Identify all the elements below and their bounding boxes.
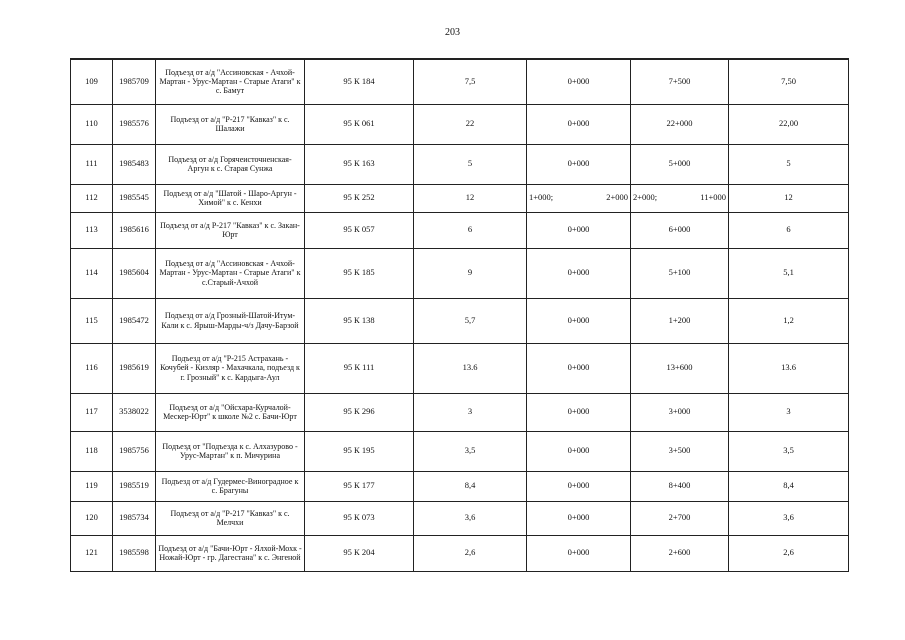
road-length-cell: 13.6 — [414, 343, 527, 393]
end-km-cell: 6+000 — [631, 212, 729, 248]
road-length-cell: 6 — [414, 212, 527, 248]
road-code-cell: 95 К 073 — [305, 501, 414, 535]
start-km-cell: 0+000 — [527, 144, 631, 184]
road-code-cell: 95 К 138 — [305, 298, 414, 343]
total-length-cell: 7,50 — [729, 59, 849, 104]
table-row — [71, 431, 849, 471]
road-id-cell: 3538022 — [113, 393, 156, 431]
road-code-cell: 95 К 111 — [305, 343, 414, 393]
road-id-cell: 1985576 — [113, 104, 156, 144]
road-id-cell: 1985709 — [113, 59, 156, 104]
row-number-cell: 115 — [71, 298, 113, 343]
road-code-cell: 95 К 061 — [305, 104, 414, 144]
table-row — [71, 144, 849, 184]
road-name-cell: Подъезд от а/д "Р-217 "Кавказ" к с. Шалажи — [156, 104, 305, 144]
end-km-values — [633, 193, 726, 203]
end-km-value: 11+000 — [700, 192, 726, 203]
road-code-cell: 95 К 057 — [305, 212, 414, 248]
table-row — [71, 212, 849, 248]
end-km-cell: 1+200 — [631, 298, 729, 343]
table-row — [71, 501, 849, 535]
total-length-cell: 22,00 — [729, 104, 849, 144]
road-id-cell: 1985619 — [113, 343, 156, 393]
roads-table — [70, 58, 849, 572]
road-name-cell: Подъезд от а/д Гудермес-Виноградное к с. Брагуны — [156, 471, 305, 501]
table-row — [71, 343, 849, 393]
road-name-cell: Подъезд от а/д "Бачи-Юрт - Ялхой-Мохк - Ножай-Юрт - гр. Дагестана" к с. Энгеной — [156, 535, 305, 571]
end-km-cell: 5+000 — [631, 144, 729, 184]
road-code-cell: 95 К 163 — [305, 144, 414, 184]
end-km-cell: 5+100 — [631, 248, 729, 298]
road-length-cell: 7,5 — [414, 59, 527, 104]
road-id-cell: 1985604 — [113, 248, 156, 298]
start-km-value: 1+000; — [529, 192, 554, 203]
row-number-cell: 117 — [71, 393, 113, 431]
total-length-cell: 2,6 — [729, 535, 849, 571]
road-length-cell: 3,5 — [414, 431, 527, 471]
start-km-value: 2+000 — [606, 192, 628, 203]
road-length-cell: 12 — [414, 184, 527, 212]
road-code-cell: 95 К 296 — [305, 393, 414, 431]
road-name-cell: Подъезд от а/д "Ойсхара-Курчалой-Мескер-Юрт" к школе №2 с. Бачи-Юрт — [156, 393, 305, 431]
end-km-cell: 22+000 — [631, 104, 729, 144]
row-number-cell: 113 — [71, 212, 113, 248]
road-id-cell: 1985598 — [113, 535, 156, 571]
total-length-cell: 1,2 — [729, 298, 849, 343]
road-code-cell: 95 К 195 — [305, 431, 414, 471]
start-km-cell: 0+000 — [527, 393, 631, 431]
road-length-cell: 22 — [414, 104, 527, 144]
total-length-cell: 5,1 — [729, 248, 849, 298]
total-length-cell: 3 — [729, 393, 849, 431]
row-number-cell: 112 — [71, 184, 113, 212]
total-length-cell: 8,4 — [729, 471, 849, 501]
total-length-cell: 6 — [729, 212, 849, 248]
road-length-cell: 5 — [414, 144, 527, 184]
end-km-cell — [631, 184, 729, 212]
end-km-cell: 7+500 — [631, 59, 729, 104]
table-row — [71, 298, 849, 343]
road-name-cell: Подъезд от а/д "Шатой - Шаро-Аргун - Химой" к с. Кенхи — [156, 184, 305, 212]
road-id-cell: 1985545 — [113, 184, 156, 212]
road-id-cell: 1985519 — [113, 471, 156, 501]
end-km-cell: 3+500 — [631, 431, 729, 471]
start-km-cell: 0+000 — [527, 431, 631, 471]
table-row — [71, 471, 849, 501]
row-number-cell: 118 — [71, 431, 113, 471]
road-id-cell: 1985734 — [113, 501, 156, 535]
start-km-cell: 0+000 — [527, 104, 631, 144]
total-length-cell: 3,5 — [729, 431, 849, 471]
road-name-cell: Подъезд от а/д "Р-217 "Кавказ" к с. Мелчхи — [156, 501, 305, 535]
table-row — [71, 59, 849, 104]
row-number-cell: 114 — [71, 248, 113, 298]
start-km-cell: 0+000 — [527, 59, 631, 104]
start-km-cell: 0+000 — [527, 298, 631, 343]
start-km-cell: 0+000 — [527, 248, 631, 298]
road-length-cell: 3 — [414, 393, 527, 431]
total-length-cell: 12 — [729, 184, 849, 212]
table-row — [71, 248, 849, 298]
road-id-cell: 1985616 — [113, 212, 156, 248]
end-km-cell: 2+700 — [631, 501, 729, 535]
start-km-cell: 0+000 — [527, 343, 631, 393]
road-id-cell: 1985756 — [113, 431, 156, 471]
row-number-cell: 119 — [71, 471, 113, 501]
row-number-cell: 120 — [71, 501, 113, 535]
road-name-cell: Подъезд от а/д "Ассиновская - Ачхой-Мартан - Урус-Мартан - Старые Атаги" к с. Бамут — [156, 59, 305, 104]
total-length-cell: 5 — [729, 144, 849, 184]
road-code-cell: 95 К 252 — [305, 184, 414, 212]
road-length-cell: 3,6 — [414, 501, 527, 535]
road-code-cell: 95 К 177 — [305, 471, 414, 501]
table-row — [71, 535, 849, 571]
end-km-cell: 2+600 — [631, 535, 729, 571]
start-km-cell: 0+000 — [527, 212, 631, 248]
start-km-values — [529, 193, 628, 203]
table-row — [71, 104, 849, 144]
road-name-cell: Подъезд от а/д Р-217 "Кавказ" к с. Закан-Юрт — [156, 212, 305, 248]
road-code-cell: 95 К 204 — [305, 535, 414, 571]
road-name-cell: Подъезд от "Подъезда к с. Алхазурово - Урус-Мартан" к п. Мичурина — [156, 431, 305, 471]
end-km-cell: 8+400 — [631, 471, 729, 501]
row-number-cell: 116 — [71, 343, 113, 393]
road-name-cell: Подъезд от а/д "Ассиновская - Ачхой-Мартан - Урус-Мартан - Старые Атаги" к с.Старый-Ачхой — [156, 248, 305, 298]
road-id-cell: 1985472 — [113, 298, 156, 343]
start-km-cell: 0+000 — [527, 471, 631, 501]
road-length-cell: 2,6 — [414, 535, 527, 571]
end-km-cell: 13+600 — [631, 343, 729, 393]
total-length-cell: 3,6 — [729, 501, 849, 535]
row-number-cell: 111 — [71, 144, 113, 184]
table-row — [71, 393, 849, 431]
row-number-cell: 110 — [71, 104, 113, 144]
road-code-cell: 95 К 184 — [305, 59, 414, 104]
row-number-cell: 109 — [71, 59, 113, 104]
start-km-cell: 0+000 — [527, 535, 631, 571]
table-row — [71, 184, 849, 212]
road-length-cell: 9 — [414, 248, 527, 298]
road-id-cell: 1985483 — [113, 144, 156, 184]
end-km-cell: 3+000 — [631, 393, 729, 431]
total-length-cell: 13.6 — [729, 343, 849, 393]
road-name-cell: Подъезд от а/д "Р-215 Астрахань - Кочубей - Кизляр - Махачкала, подъезд к г. Грозный" к с. Кардыга-Аул — [156, 343, 305, 393]
road-code-cell: 95 К 185 — [305, 248, 414, 298]
page-number: 203 — [445, 27, 460, 38]
start-km-cell: 0+000 — [527, 501, 631, 535]
road-name-cell: Подъезд от а/д Горячеисточненская-Аргун к с. Старая Сунжа — [156, 144, 305, 184]
start-km-cell — [527, 184, 631, 212]
road-length-cell: 8,4 — [414, 471, 527, 501]
row-number-cell: 121 — [71, 535, 113, 571]
roads-table-body — [71, 59, 849, 571]
road-name-cell: Подъезд от а/д Грозный-Шатой-Итум-Кали к с. Ярыш-Марды-ч/з Дачу-Барзой — [156, 298, 305, 343]
road-length-cell: 5,7 — [414, 298, 527, 343]
end-km-value: 2+000; — [633, 192, 658, 203]
